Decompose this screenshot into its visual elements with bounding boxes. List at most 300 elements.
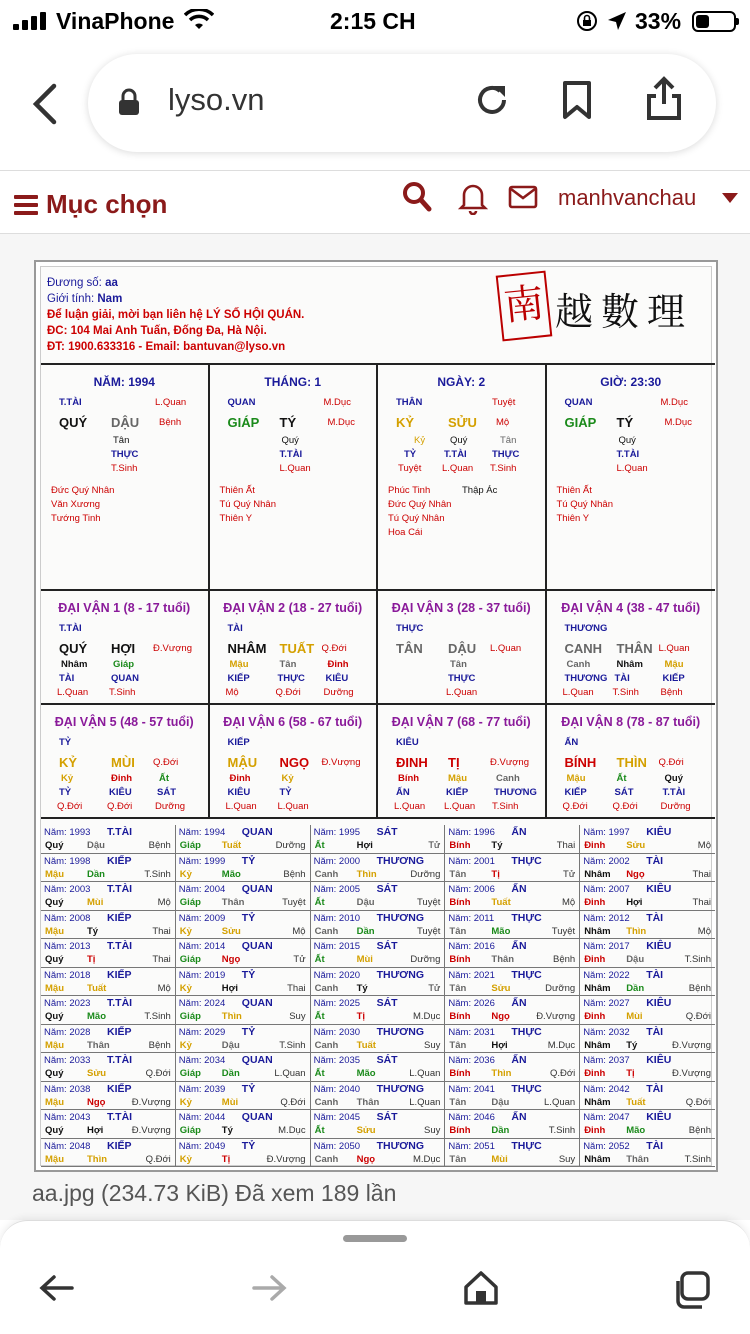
annual-row — [41, 1139, 715, 1168]
location-icon — [606, 10, 628, 32]
year-branch: Dậu — [491, 1096, 510, 1108]
year-label: Năm: 1996 — [448, 827, 495, 838]
year-label: Năm: 1993 — [44, 827, 91, 838]
year-branch: Thân — [356, 1096, 380, 1108]
year-stem: Mậu — [45, 1096, 64, 1108]
year-god: T.TÀI — [107, 826, 133, 838]
daivan-branch: MÙI — [111, 755, 135, 770]
year-god: QUAN — [241, 940, 273, 952]
hidden-stage: L.Quan — [277, 801, 309, 812]
year-stem: Bính — [449, 954, 471, 965]
browser-bar — [0, 42, 750, 170]
pillar-cell — [378, 365, 547, 589]
pillar-branch: TÝ — [279, 415, 297, 430]
pillar-branch: SỬU — [448, 415, 477, 430]
hidden-god: T.TÀI — [444, 449, 467, 460]
year-stem: Đinh — [584, 1068, 606, 1079]
year-stage: T.Sinh — [548, 1125, 576, 1136]
hidden-stem: Đinh — [229, 773, 251, 784]
hidden-god: T.TÀI — [279, 449, 303, 460]
year-god: SÁT — [376, 1111, 398, 1123]
year-stage: Suy — [424, 1039, 441, 1051]
contact-line: Để luận giải, mời bạn liên hệ LÝ SỐ HỘI QUÁN. — [47, 309, 305, 321]
year-branch: Hợi — [626, 897, 643, 908]
year-stem: Đinh — [584, 1125, 606, 1136]
year-stage: T.Sinh — [144, 1011, 171, 1022]
year-stage: Đ.Vượng — [131, 1125, 171, 1136]
pillar-stem: GIÁP — [227, 415, 260, 430]
year-stage: Suy — [289, 1011, 306, 1022]
annual-cell — [311, 1110, 446, 1138]
year-branch: Tuất — [626, 1096, 646, 1108]
year-label: Năm: 2034 — [178, 1055, 226, 1066]
daivan-stem: ĐINH — [396, 755, 428, 770]
year-label: Năm: 2014 — [178, 941, 226, 952]
hidden-god: KIÊU — [109, 787, 132, 798]
year-stem: Kỷ — [179, 1096, 192, 1108]
year-stem: Bính — [449, 1011, 471, 1022]
year-branch: Tuất — [356, 1039, 376, 1051]
year-branch: Tý — [626, 1039, 638, 1051]
hidden-stem: Quý — [664, 773, 683, 784]
year-stage: Mộ — [697, 840, 711, 851]
year-god: SÁT — [376, 1054, 398, 1066]
year-label: Năm: 2030 — [313, 1026, 361, 1038]
year-stem: Đinh — [584, 840, 606, 851]
daivan-branch: HỢI — [111, 641, 136, 656]
year-stage: Thai — [556, 840, 576, 851]
year-branch: Thân — [626, 1153, 649, 1165]
year-god: TÀI — [646, 968, 664, 981]
year-stage: Tử — [563, 868, 576, 880]
mail-icon[interactable] — [508, 185, 538, 209]
year-label: Năm: 2037 — [583, 1055, 630, 1066]
daivan-stage: L.Quan — [658, 643, 690, 654]
hidden-stem: Ất — [616, 773, 627, 784]
daivan-row-1 — [41, 589, 715, 703]
forward-arrow-icon[interactable] — [250, 1273, 288, 1303]
year-stem: Nhâm — [584, 925, 611, 937]
hidden-god: KIẾP — [662, 673, 685, 684]
hidden-stage: L.Quan — [279, 463, 311, 474]
year-branch: Sửu — [356, 1125, 376, 1136]
daivan-branch: NGỌ — [279, 755, 310, 770]
year-stem: Nhâm — [584, 868, 611, 880]
hidden-stem: Mậu — [229, 659, 249, 670]
hidden-stem: Đinh — [111, 773, 133, 784]
username-link[interactable]: manhvanchau — [558, 185, 697, 210]
star-item: Đức Quý Nhân — [51, 485, 115, 496]
hidden-stem: Kỷ — [61, 773, 74, 784]
daivan-stage: Q.Đới — [321, 643, 347, 654]
chevron-down-icon[interactable] — [722, 193, 738, 203]
year-stem: Mậu — [45, 868, 64, 880]
daivan-stem: NHÂM — [227, 641, 267, 656]
year-god: THƯƠNG — [376, 911, 425, 924]
menu-button[interactable] — [14, 189, 167, 220]
annual-cell — [176, 1139, 311, 1167]
annual-cell — [176, 1025, 311, 1053]
annual-cell — [580, 996, 715, 1024]
annual-cell — [311, 1139, 446, 1167]
year-stem: Đinh — [584, 1011, 606, 1022]
annual-cell — [445, 825, 580, 853]
annual-cell — [176, 911, 311, 939]
year-stage: Q.Đới — [145, 1153, 171, 1165]
year-stem: Canh — [314, 925, 339, 937]
hidden-stem: Kỷ — [414, 435, 426, 446]
year-god: QUAN — [241, 883, 273, 895]
year-label: Năm: 2051 — [448, 1140, 495, 1152]
year-branch: Mão — [221, 868, 241, 880]
year-label: Năm: 2033 — [44, 1055, 91, 1066]
pillar-stage: Bệnh — [159, 417, 182, 428]
year-god: TỶ — [241, 1082, 256, 1095]
hidden-god: TỶ — [279, 787, 292, 798]
year-stem: Nhâm — [584, 1039, 611, 1051]
year-branch: Ngọ — [356, 1153, 376, 1165]
annual-cell — [176, 882, 311, 910]
hidden-god: QUAN — [111, 673, 139, 684]
year-branch: Dậu — [221, 1039, 240, 1051]
year-branch: Hợi — [221, 982, 239, 994]
hidden-god: ẤN — [396, 787, 410, 798]
hidden-stem: Quý — [281, 435, 299, 446]
year-label: Năm: 2035 — [313, 1055, 361, 1066]
hidden-stage: Mộ — [225, 687, 239, 698]
year-god: THƯƠNG — [376, 1082, 425, 1095]
battery-icon — [692, 11, 736, 32]
back-icon[interactable] — [30, 82, 60, 126]
year-branch: Tý — [87, 925, 99, 937]
bookmark-icon[interactable] — [560, 80, 594, 120]
hidden-stage: Dưỡng — [323, 687, 354, 698]
year-stage: Mộ — [157, 897, 171, 908]
year-stage: Đ.Vượng — [266, 1153, 306, 1165]
year-stem: Kỷ — [179, 1153, 192, 1165]
address-bar[interactable] — [88, 54, 716, 152]
year-label: Năm: 2019 — [178, 969, 226, 981]
daivan-title: ĐẠI VẬN 6 (58 - 67 tuổi) — [223, 715, 363, 729]
year-stage: Q.Đới — [685, 1011, 711, 1022]
year-stage: T.Sinh — [279, 1039, 306, 1051]
menu-label: Mục chọn — [46, 189, 168, 219]
hidden-god: TÀI — [59, 673, 75, 684]
hidden-god: THỰC — [448, 673, 476, 684]
annual-cell — [41, 1082, 176, 1110]
year-label: Năm: 2046 — [448, 1112, 495, 1123]
year-label: Năm: 2049 — [178, 1140, 226, 1152]
hidden-god: THỰC — [492, 449, 520, 460]
year-label: Năm: 2000 — [313, 855, 361, 867]
year-branch: Tuất — [221, 840, 242, 851]
pillar-cell — [547, 365, 716, 589]
year-stem: Nhâm — [584, 1096, 611, 1108]
rotation-lock-icon — [576, 10, 598, 32]
annual-cell — [580, 854, 715, 882]
year-stage: Dưỡng — [410, 868, 441, 880]
status-bar — [0, 0, 750, 42]
annual-cell — [311, 882, 446, 910]
year-god: ẤN — [511, 997, 527, 1009]
annual-cell — [41, 939, 176, 967]
hidden-stage: Bệnh — [660, 687, 683, 698]
signal-icon — [13, 12, 47, 30]
annual-row — [41, 854, 715, 883]
horoscope-image[interactable] — [34, 260, 718, 1172]
pillar-stage: M.Dục — [327, 417, 355, 428]
hidden-stage: T.Sinh — [490, 463, 517, 474]
year-god: KIÊU — [646, 940, 672, 952]
year-label: Năm: 2020 — [313, 969, 361, 981]
star-item: Thiên Y — [556, 513, 590, 524]
year-branch: Tị — [221, 1153, 231, 1165]
year-stage: M.Dục — [547, 1039, 576, 1051]
hidden-stem: Giáp — [113, 659, 135, 670]
hidden-god: KIẾP — [446, 787, 469, 798]
logo-text: 越數理 — [555, 290, 694, 334]
year-stem: Giáp — [179, 1011, 201, 1022]
year-god: KIÊU — [646, 1111, 672, 1123]
back-arrow-icon[interactable] — [38, 1273, 76, 1303]
year-branch: Tý — [491, 840, 503, 851]
year-god: TỶ — [241, 854, 256, 867]
year-stage: Thai — [152, 925, 171, 937]
year-god: THƯƠNG — [376, 854, 425, 867]
year-branch: Ngọ — [491, 1011, 510, 1022]
year-stage: Đ.Vượng — [671, 1039, 711, 1051]
annual-row — [41, 882, 715, 911]
hidden-stem: Tân — [450, 659, 467, 670]
annual-cell — [311, 911, 446, 939]
year-label: Năm: 2032 — [583, 1026, 630, 1038]
year-stage: Dưỡng — [545, 982, 576, 994]
year-branch: Sửu — [626, 840, 646, 851]
hidden-god: TỶ — [404, 449, 417, 460]
hidden-god: SÁT — [614, 787, 634, 798]
year-branch: Hợi — [491, 1039, 508, 1051]
home-icon[interactable] — [462, 1269, 500, 1307]
year-stage: Đ.Vượng — [131, 1096, 171, 1108]
daivan-stem: BÍNH — [564, 755, 597, 770]
year-god: TÀI — [646, 1082, 664, 1095]
year-stage: Tử — [293, 954, 306, 965]
daivan-title: ĐẠI VẬN 7 (68 - 77 tuổi) — [391, 715, 531, 729]
year-branch: Hợi — [356, 840, 373, 851]
hidden-stage: L.Quan — [444, 801, 476, 812]
star-item: Tướng Tinh — [51, 513, 101, 524]
drag-handle[interactable] — [343, 1235, 407, 1242]
year-stem: Kỷ — [179, 982, 192, 994]
year-god: KIÊU — [646, 826, 672, 838]
line-1 — [47, 275, 304, 291]
hidden-stage: T.Sinh — [111, 463, 138, 474]
annual-cell — [311, 968, 446, 996]
year-stage: Q.Đới — [685, 1096, 711, 1108]
pillar-stem: GIÁP — [564, 415, 597, 430]
year-stage: Q.Đới — [280, 1096, 306, 1108]
annual-cell — [580, 825, 715, 853]
year-stem: Kỷ — [179, 1039, 192, 1051]
year-branch: Mão — [491, 925, 511, 937]
daivan-stem: TÂN — [396, 641, 423, 656]
year-stem: Kỷ — [179, 868, 192, 880]
annual-cell — [311, 1053, 446, 1081]
annual-cell — [176, 996, 311, 1024]
daivan-cell — [210, 705, 379, 817]
bell-icon[interactable] — [458, 181, 488, 215]
year-label: Năm: 2013 — [44, 941, 91, 952]
year-label: Năm: 2038 — [44, 1083, 91, 1095]
year-god: KIẾP — [107, 1139, 132, 1152]
year-label: Năm: 2024 — [178, 998, 226, 1009]
daivan-cell — [41, 591, 210, 703]
pillar-cell — [210, 365, 379, 589]
year-stem: Ất — [314, 840, 325, 851]
year-label: Năm: 2045 — [313, 1112, 361, 1123]
browser-toolbar — [0, 1220, 750, 1334]
image-caption: aa.jpg (234.73 KiB) Đã xem 189 lần — [32, 1180, 397, 1206]
pillar-branch: TÝ — [616, 415, 634, 430]
daivan-title: ĐẠI VẬN 4 (38 - 47 tuổi) — [561, 601, 701, 615]
daivan-branch: TỊ — [448, 755, 460, 770]
hidden-stage: Dưỡng — [155, 801, 186, 812]
year-stem: Ất — [314, 954, 325, 965]
daivan-stem: KỶ — [59, 755, 78, 770]
year-stem: Tân — [449, 982, 467, 994]
year-god: TỶ — [241, 1139, 256, 1152]
year-label: Năm: 2016 — [448, 941, 495, 952]
pillar-god-top: QUAN — [564, 397, 593, 408]
year-branch: Tý — [221, 1125, 233, 1136]
hidden-stage: T.Sinh — [109, 687, 136, 698]
hidden-stem: Canh — [496, 773, 520, 784]
year-stage: M.Dục — [412, 1011, 441, 1022]
share-icon[interactable] — [644, 76, 684, 122]
year-label: Năm: 2008 — [44, 912, 91, 924]
hidden-stage: Q.Đới — [57, 801, 83, 812]
year-label: Năm: 2004 — [178, 884, 226, 895]
annual-cell — [445, 968, 580, 996]
year-stage: Mộ — [292, 925, 306, 937]
year-stage: L.Quan — [409, 1096, 441, 1108]
year-branch: Thân — [87, 1039, 110, 1051]
year-branch: Mão — [356, 1068, 376, 1079]
hidden-stage: Q.Đới — [275, 687, 301, 698]
hidden-stage: Q.Đới — [562, 801, 588, 812]
hidden-stem: Tân — [500, 435, 517, 446]
daivan-stage: Q.Đới — [658, 757, 684, 768]
daivan-stage: Đ.Vượng — [321, 757, 361, 768]
search-icon[interactable] — [402, 181, 432, 213]
year-god: QUAN — [241, 997, 273, 1009]
label-gioi-tinh: Giới tính: — [47, 293, 95, 305]
reload-icon[interactable] — [472, 80, 512, 120]
phone-email-line: ĐT: 1900.633316 - Email: bantuvan@lyso.vn — [47, 341, 286, 353]
year-branch: Mùi — [491, 1153, 508, 1165]
year-stem: Bính — [449, 897, 471, 908]
year-god: SÁT — [376, 940, 398, 952]
year-stage: Mộ — [697, 925, 711, 937]
year-god: KIÊU — [646, 883, 672, 895]
daivan-title: ĐẠI VẬN 1 (8 - 17 tuổi) — [58, 601, 191, 615]
year-stem: Giáp — [179, 1125, 201, 1136]
year-god: SÁT — [376, 997, 398, 1009]
year-god: TÀI — [646, 1025, 664, 1038]
year-label: Năm: 2012 — [583, 912, 630, 924]
tabs-icon[interactable] — [672, 1269, 714, 1311]
hidden-stem: Ất — [159, 773, 170, 784]
year-stem: Ất — [314, 1068, 325, 1079]
daivan-cell — [547, 591, 716, 703]
daivan-god: THƯƠNG — [564, 623, 608, 634]
annual-cell — [445, 1025, 580, 1053]
hidden-god: KIÊU — [227, 787, 251, 798]
year-god: QUAN — [241, 826, 273, 838]
year-branch: Ngọ — [626, 868, 645, 880]
year-stem: Bính — [449, 1068, 471, 1079]
year-god: ẤN — [511, 940, 527, 952]
year-branch: Tị — [87, 954, 96, 965]
year-stem: Tân — [449, 1039, 467, 1051]
year-stage: Bệnh — [688, 1125, 711, 1136]
year-god: QUAN — [241, 1054, 273, 1066]
year-god: THỰC — [511, 854, 542, 867]
battery-percent: 33% — [635, 8, 682, 34]
year-label: Năm: 2039 — [178, 1083, 226, 1095]
clock: 2:15 CH — [330, 8, 416, 34]
year-branch: Mùi — [626, 1011, 643, 1022]
year-label: Năm: 1994 — [178, 827, 226, 838]
daivan-god: T.TÀI — [59, 623, 82, 634]
annual-cell — [580, 939, 715, 967]
pillar-stem: QUÝ — [59, 415, 88, 430]
year-stage: Tuyệt — [416, 925, 441, 937]
year-stem: Đinh — [584, 897, 606, 908]
annual-cell — [176, 1082, 311, 1110]
annual-cell — [176, 968, 311, 996]
year-stem: Ất — [314, 1011, 325, 1022]
year-stem: Tân — [449, 1096, 467, 1108]
url-text: lyso.vn — [168, 82, 265, 117]
annual-cell — [311, 854, 446, 882]
year-label: Năm: 2028 — [44, 1026, 91, 1038]
year-stage: Đ.Vượng — [671, 1068, 711, 1079]
pillar-title: GIỜ: 23:30 — [600, 375, 662, 389]
annual-table — [41, 825, 715, 1167]
year-label: Năm: 2043 — [44, 1112, 91, 1123]
year-god: THƯƠNG — [376, 968, 425, 981]
pillar-stage-top: Tuyệt — [492, 397, 516, 408]
year-branch: Tuất — [87, 982, 107, 994]
annual-cell — [445, 1110, 580, 1138]
annual-cell — [445, 882, 580, 910]
pillar-stage-top: L.Quan — [155, 397, 187, 408]
pillar-title: THÁNG: 1 — [264, 375, 322, 389]
year-branch: Ngọ — [221, 954, 241, 965]
year-stem: Quý — [45, 1011, 64, 1022]
year-god: THỰC — [511, 968, 542, 981]
year-branch: Tý — [356, 982, 368, 994]
annual-cell — [311, 825, 446, 853]
year-stage: Tuyệt — [416, 897, 441, 908]
year-stem: Quý — [45, 1068, 64, 1079]
pillar-god-top: THÂN — [396, 397, 423, 408]
carrier-name: VinaPhone — [56, 8, 175, 34]
year-stem: Giáp — [179, 840, 201, 851]
hidden-stage: L.Quan — [57, 687, 89, 698]
year-god: KIẾP — [107, 854, 132, 867]
